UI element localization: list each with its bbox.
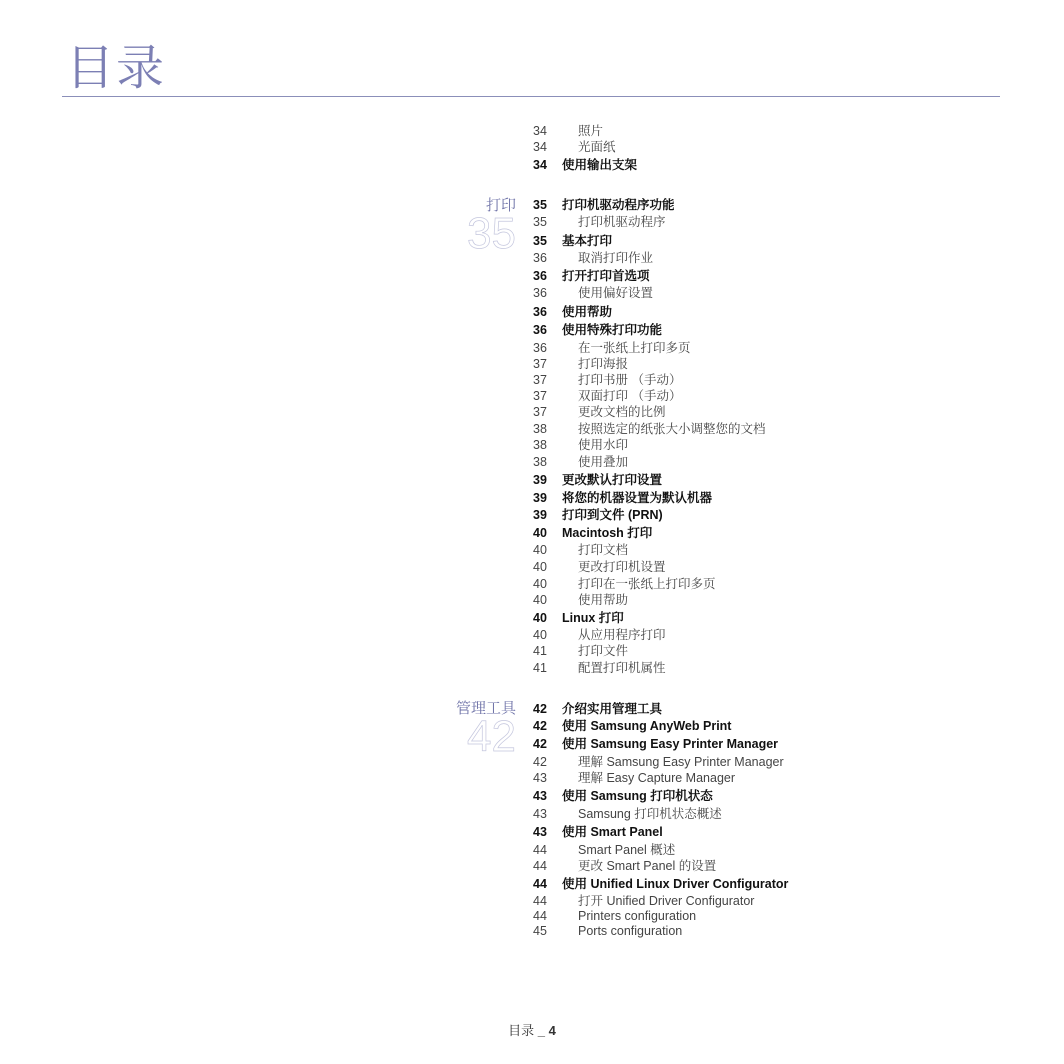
toc-entry-page: 34 bbox=[533, 140, 547, 154]
toc-entry-page: 39 bbox=[533, 508, 547, 522]
toc-entry-text: 打印到文件 (PRN) bbox=[562, 508, 663, 522]
toc-entry-page: 37 bbox=[533, 405, 547, 419]
toc-entry-page: 38 bbox=[533, 438, 547, 452]
toc-entry-page: 37 bbox=[533, 389, 547, 403]
toc-entry-page: 40 bbox=[533, 577, 547, 591]
toc-entry-page: 44 bbox=[533, 843, 547, 857]
toc-entry[interactable] bbox=[533, 340, 691, 356]
toc-entry-text: 基本打印 bbox=[562, 234, 613, 248]
toc-entry[interactable] bbox=[533, 770, 735, 786]
toc-entry[interactable] bbox=[533, 908, 696, 924]
toc-entry[interactable] bbox=[533, 490, 712, 506]
toc-entry[interactable] bbox=[533, 157, 637, 173]
toc-entry-page: 43 bbox=[533, 771, 547, 785]
toc-entry-text: Linux 打印 bbox=[562, 611, 624, 625]
title-rule bbox=[62, 96, 1000, 97]
toc-entry[interactable] bbox=[533, 559, 666, 575]
section-page-number: 35 bbox=[467, 209, 516, 258]
section-label-management-tools bbox=[316, 699, 516, 761]
toc-entry-text: 打印文档 bbox=[578, 543, 629, 557]
toc-entry-text: 使用叠加 bbox=[578, 455, 629, 469]
toc-entry-text: 理解 Easy Capture Manager bbox=[578, 771, 736, 785]
toc-entry[interactable] bbox=[533, 454, 628, 470]
toc-entry[interactable] bbox=[533, 197, 675, 213]
toc-entry[interactable] bbox=[533, 923, 682, 939]
toc-entry[interactable] bbox=[533, 372, 681, 388]
toc-entry-page: 37 bbox=[533, 357, 547, 371]
toc-entry-text: 更改默认打印设置 bbox=[562, 473, 663, 487]
toc-entry-page: 36 bbox=[533, 305, 547, 319]
toc-entry[interactable] bbox=[533, 356, 628, 372]
toc-entry[interactable] bbox=[533, 842, 675, 858]
toc-entry-page: 36 bbox=[533, 251, 547, 265]
toc-entry-text: 光面纸 bbox=[578, 140, 616, 154]
footer-page-number: 4 bbox=[548, 1023, 556, 1038]
toc-entry-text: 使用 Samsung AnyWeb Print bbox=[562, 719, 732, 733]
section-name: 管理工具 bbox=[455, 699, 516, 717]
toc-entry-text: 打印机驱动程序 bbox=[578, 215, 666, 229]
page-title: 目录 bbox=[66, 40, 167, 96]
toc-entry[interactable] bbox=[533, 542, 628, 558]
toc-entry-text: 配置打印机属性 bbox=[578, 661, 666, 675]
toc-entry-page: 38 bbox=[533, 422, 547, 436]
toc-entry-page: 44 bbox=[533, 877, 547, 891]
toc-entry-text: 更改文档的比例 bbox=[578, 405, 666, 419]
toc-entry-text: Ports configuration bbox=[578, 924, 683, 938]
toc-entry-text: 在一张纸上打印多页 bbox=[578, 341, 691, 355]
toc-entry-text: 使用偏好设置 bbox=[578, 286, 654, 300]
toc-entry-text: 打印在一张纸上打印多页 bbox=[578, 577, 716, 591]
toc-entry-text: 理解 Samsung Easy Printer Manager bbox=[578, 755, 784, 769]
toc-entry-text: 从应用程序打印 bbox=[578, 628, 666, 642]
toc-entry-text: 使用 Samsung Easy Printer Manager bbox=[562, 737, 779, 751]
toc-entry-text: 打印海报 bbox=[578, 357, 629, 371]
toc-entry-text: 更改打印机设置 bbox=[578, 560, 666, 574]
toc-entry-text: 打印机驱动程序功能 bbox=[562, 198, 675, 212]
toc-entry-page: 39 bbox=[533, 491, 547, 505]
toc-entry-page: 45 bbox=[533, 924, 547, 938]
toc-entry[interactable] bbox=[533, 718, 731, 734]
toc-entry[interactable] bbox=[533, 322, 662, 338]
toc-entry-page: 40 bbox=[533, 526, 547, 540]
toc-entry-page: 34 bbox=[533, 158, 547, 172]
toc-entry-page: 34 bbox=[533, 124, 547, 138]
toc-entry-page: 40 bbox=[533, 560, 547, 574]
toc-entry-text: Samsung 打印机状态概述 bbox=[578, 807, 722, 821]
toc-entry-page: 39 bbox=[533, 473, 547, 487]
toc-entry-page: 43 bbox=[533, 807, 547, 821]
toc-entry[interactable] bbox=[533, 123, 603, 139]
toc-entry-page: 36 bbox=[533, 269, 547, 283]
toc-entry-text: 使用 Samsung 打印机状态 bbox=[562, 789, 713, 803]
toc-entry-text: 使用帮助 bbox=[562, 305, 613, 319]
toc-entry-text: 使用输出支架 bbox=[562, 158, 638, 172]
toc-entry[interactable] bbox=[533, 806, 722, 822]
toc-entry-page: 41 bbox=[533, 661, 547, 675]
toc-entry-text: 使用帮助 bbox=[578, 593, 629, 607]
section-label-print bbox=[316, 196, 516, 258]
toc-entry-text: Macintosh 打印 bbox=[562, 526, 653, 540]
toc-entry[interactable] bbox=[533, 472, 662, 488]
toc-entry[interactable] bbox=[533, 824, 663, 840]
toc-entry[interactable] bbox=[533, 139, 616, 155]
toc-entry-page: 36 bbox=[533, 341, 547, 355]
toc-entry-text: 更改 Smart Panel 的设置 bbox=[578, 859, 717, 873]
toc-entry-text: 打印书册 （手动） bbox=[578, 373, 682, 387]
toc-entry-page: 35 bbox=[533, 215, 547, 229]
toc-entry-page: 37 bbox=[533, 373, 547, 387]
footer-separator: _ bbox=[537, 1023, 545, 1038]
toc-entry-page: 42 bbox=[533, 719, 547, 733]
toc-entry[interactable] bbox=[533, 592, 628, 608]
toc-entry-page: 35 bbox=[533, 234, 547, 248]
section-page-number: 42 bbox=[467, 712, 516, 761]
toc-entry-page: 43 bbox=[533, 825, 547, 839]
toc-entry[interactable] bbox=[533, 268, 650, 284]
toc-entry[interactable] bbox=[533, 736, 778, 752]
toc-entry[interactable] bbox=[533, 660, 666, 676]
toc-entry[interactable] bbox=[533, 214, 666, 230]
toc-entry[interactable] bbox=[533, 507, 663, 523]
toc-entry-text: 使用 Smart Panel bbox=[562, 825, 663, 839]
toc-entry-text: Smart Panel 概述 bbox=[578, 843, 676, 857]
toc-entry-text: 双面打印 （手动） bbox=[578, 389, 682, 403]
toc-entry-page: 36 bbox=[533, 323, 547, 337]
footer-label: 目录 bbox=[508, 1023, 535, 1038]
toc-entry[interactable] bbox=[533, 285, 653, 301]
toc-entry[interactable] bbox=[533, 643, 628, 659]
toc-entry-page: 40 bbox=[533, 628, 547, 642]
section-name: 打印 bbox=[485, 196, 516, 214]
toc-entry-page: 42 bbox=[533, 702, 547, 716]
toc-entry-page: 40 bbox=[533, 611, 547, 625]
toc-entry-page: 36 bbox=[533, 286, 547, 300]
toc-entry-page: 35 bbox=[533, 198, 547, 212]
toc-entry-text: 使用水印 bbox=[578, 438, 629, 452]
toc-entry[interactable] bbox=[533, 421, 766, 437]
toc-entry[interactable] bbox=[533, 250, 653, 266]
toc-entry-text: 介绍实用管理工具 bbox=[562, 702, 663, 716]
toc-entry[interactable] bbox=[533, 893, 754, 909]
toc-entry-text: 照片 bbox=[578, 124, 604, 138]
page-footer bbox=[0, 1020, 1064, 1039]
toc-entry-text: 使用 Unified Linux Driver Configurator bbox=[562, 877, 789, 891]
toc-entry-page: 41 bbox=[533, 644, 547, 658]
toc-entry-page: 44 bbox=[533, 859, 547, 873]
toc-entry[interactable] bbox=[533, 437, 628, 453]
toc-entry[interactable] bbox=[533, 754, 784, 770]
toc-entry[interactable] bbox=[533, 876, 788, 892]
toc-entry-text: 打开 Unified Driver Configurator bbox=[578, 894, 755, 908]
toc-entry-page: 44 bbox=[533, 909, 547, 923]
toc-entry-text: Printers configuration bbox=[578, 909, 697, 923]
toc-entry-page: 44 bbox=[533, 894, 547, 908]
toc-entry[interactable] bbox=[533, 576, 716, 592]
toc-entry[interactable] bbox=[533, 701, 662, 717]
toc-entry-text: 使用特殊打印功能 bbox=[562, 323, 663, 337]
toc-entry-page: 40 bbox=[533, 593, 547, 607]
toc-entry[interactable] bbox=[533, 858, 716, 874]
toc-entry[interactable] bbox=[533, 788, 713, 804]
toc-entry-text: 打开打印首选项 bbox=[562, 269, 650, 283]
toc-entry[interactable] bbox=[533, 304, 612, 320]
toc-entry[interactable] bbox=[533, 233, 612, 249]
toc-entry[interactable] bbox=[533, 627, 666, 643]
toc-entry-text: 按照选定的纸张大小调整您的文档 bbox=[578, 422, 766, 436]
toc-entry[interactable] bbox=[533, 404, 666, 420]
toc-entry-page: 43 bbox=[533, 789, 547, 803]
toc-entry-page: 42 bbox=[533, 737, 547, 751]
toc-entry-page: 40 bbox=[533, 543, 547, 557]
toc-entry-text: 将您的机器设置为默认机器 bbox=[562, 491, 713, 505]
toc-entry-page: 38 bbox=[533, 455, 547, 469]
toc-entry[interactable] bbox=[533, 388, 681, 404]
toc-entry[interactable] bbox=[533, 610, 624, 626]
toc-entry-text: 打印文件 bbox=[578, 644, 629, 658]
toc-entry[interactable] bbox=[533, 525, 652, 541]
toc-entry-text: 取消打印作业 bbox=[578, 251, 654, 265]
toc-entry-page: 42 bbox=[533, 755, 547, 769]
